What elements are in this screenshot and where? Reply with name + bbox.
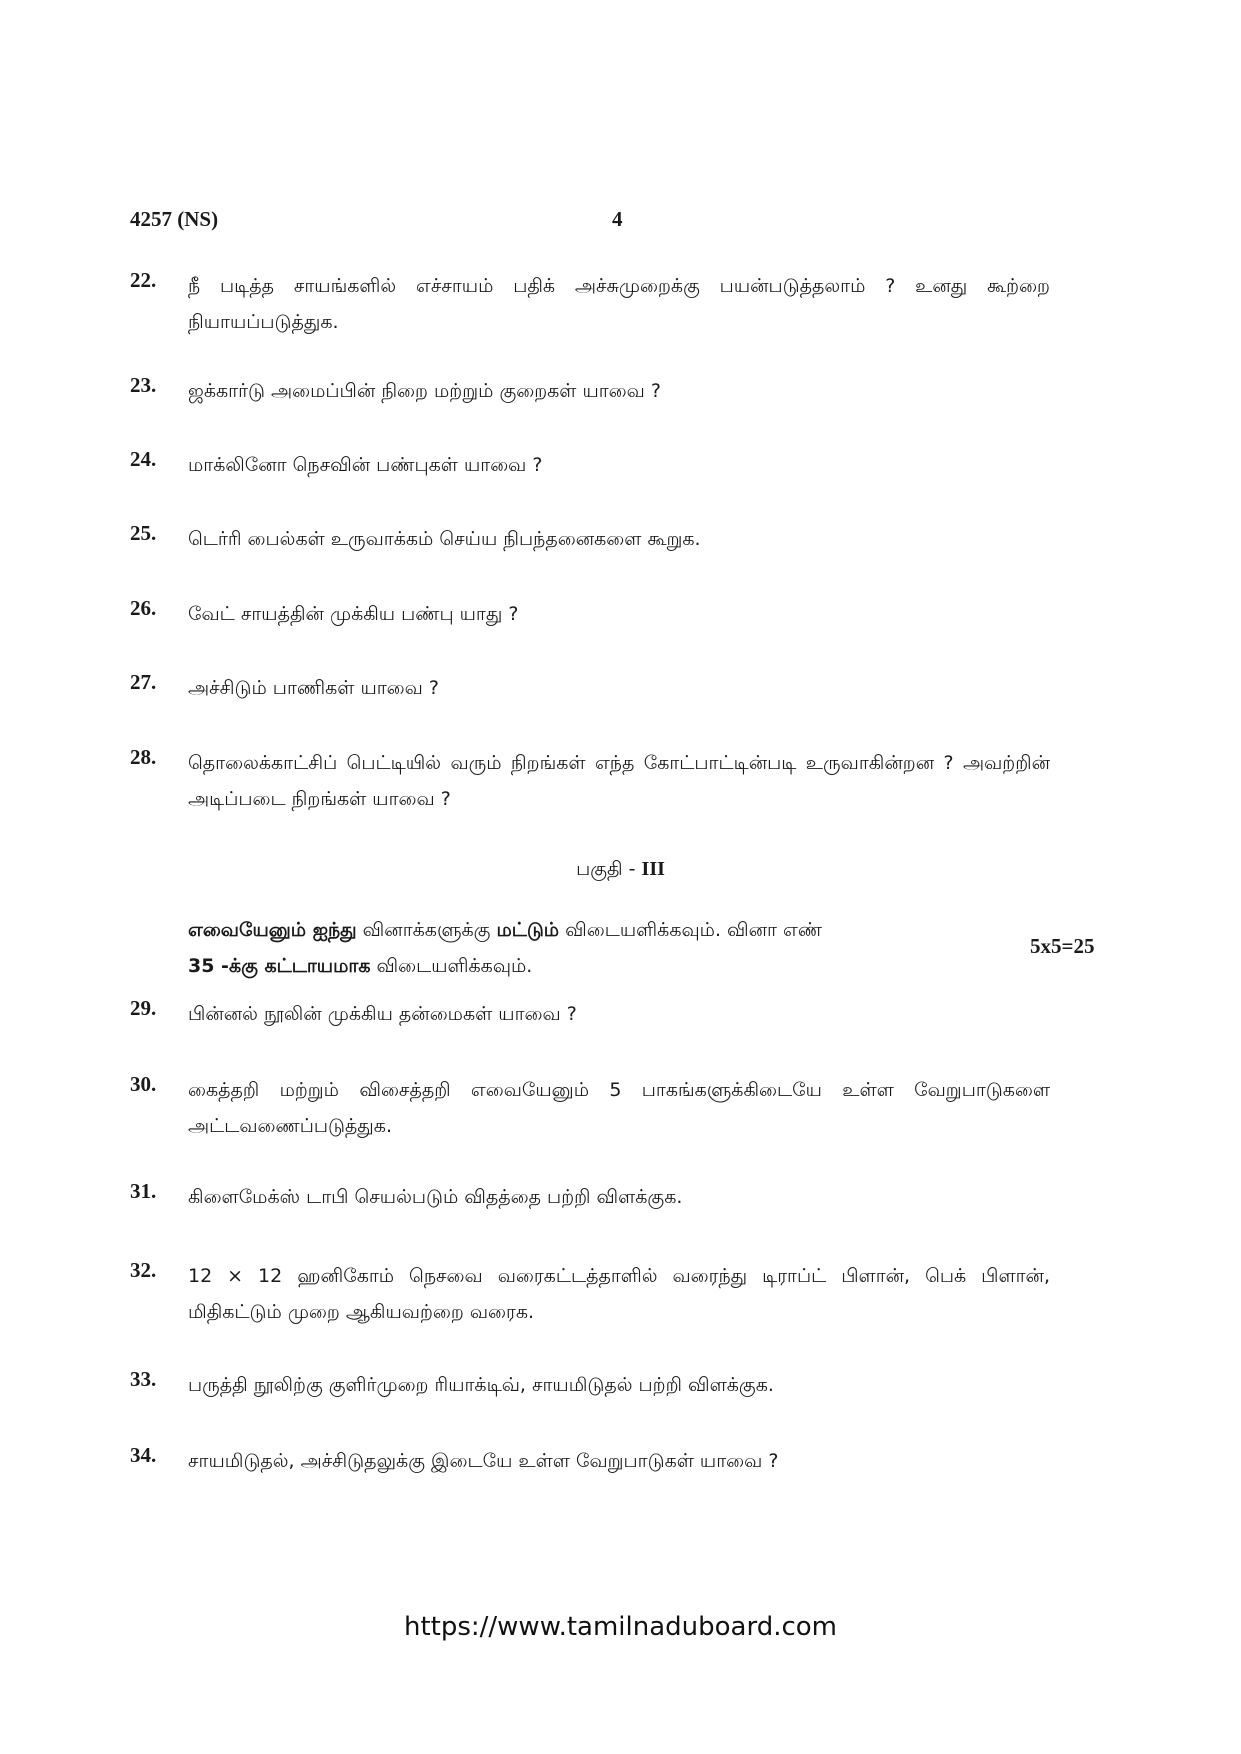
question-text: சாயமிடுதல், அச்சிடுதலுக்கு இடையே உள்ள வேறுபாடுகள் யாவை ?	[188, 1450, 779, 1472]
question-number: 22.	[130, 268, 157, 292]
instruction-text-3: விடையளிக்கவும்.	[370, 955, 533, 977]
question-number: 28.	[130, 745, 157, 769]
section-title-word: பகுதி	[576, 858, 623, 880]
question-text: டெர்ரி பைல்கள் உருவாக்கம் செய்ய நிபந்தனைகளை கூறுக.	[188, 528, 701, 550]
question-text: நீ படித்த சாயங்களில் எச்சாயம் பதிக் அச்சுமுறைக்கு பயன்படுத்தலாம் ? உனது கூற்றை நியாயப்படுத்துக.	[188, 275, 1050, 333]
instruction-text-2: விடையளிக்கவும். வினா எண்	[559, 919, 823, 941]
question-number: 24.	[130, 447, 157, 471]
question-text: ஜக்கார்டு அமைப்பின் நிறை மற்றும் குறைகள் யாவை ?	[188, 380, 661, 402]
question-number: 33.	[130, 1367, 157, 1391]
page-number: 4	[612, 207, 623, 231]
question-number: 34.	[130, 1443, 157, 1467]
question-number: 23.	[130, 373, 157, 397]
question-text: அச்சிடும் பாணிகள் யாவை ?	[188, 677, 439, 699]
question-number: 32.	[130, 1258, 157, 1282]
question-number: 25.	[130, 521, 157, 545]
section-title	[0, 858, 1241, 883]
question-number: 31.	[130, 1179, 157, 1203]
question-text: பின்னல் நூலின் முக்கிய தன்மைகள் யாவை ?	[188, 1003, 577, 1025]
marks-allocation: 5x5=25	[1030, 934, 1095, 958]
question-text: கைத்தறி மற்றும் விசைத்தறி எவையேனும் 5 பாகங்களுக்கிடையே உள்ள வேறுபாடுகளை அட்டவணைப்படுத்துக.	[188, 1079, 1050, 1137]
question-text: கிளைமேக்ஸ் டாபி செயல்படும் விதத்தை பற்றி விளக்குக.	[188, 1186, 683, 1208]
section-title-separator: -	[622, 858, 642, 880]
instruction-bold-2: மட்டும்	[496, 919, 560, 941]
section-title-roman: III	[641, 858, 665, 880]
paper-code: 4257 (NS)	[130, 207, 219, 231]
question-text: தொலைக்காட்சிப் பெட்டியில் வரும் நிறங்கள் எந்த கோட்பாட்டின்படி உருவாகின்றன ? அவற்றின் அடிப்படை நிறங்கள் யாவை ?	[188, 752, 1050, 810]
question-text: வேட் சாயத்தின் முக்கிய பண்பு யாது ?	[188, 603, 519, 625]
question-text: பருத்தி நூலிற்கு குளிர்முறை ரியாக்டிவ், சாயமிடுதல் பற்றி விளக்குக.	[188, 1374, 774, 1396]
question-text: 12 × 12 ஹனிகோம் நெசவை வரைகட்டத்தாளில் வரைந்து டிராப்ட் பிளான், பெக் பிளான், மிதிகட்டும் முறை ஆகியவற்றை வரைக.	[188, 1265, 1050, 1323]
question-number: 29.	[130, 996, 157, 1020]
question-number: 27.	[130, 670, 157, 694]
instruction-text-1: வினாக்களுக்கு	[356, 919, 497, 941]
section-instructions	[188, 912, 1050, 984]
question-number: 30.	[130, 1072, 157, 1096]
footer-website-url[interactable]: https://www.tamilnaduboard.com	[403, 1612, 838, 1642]
instruction-bold-3: 35 -க்கு கட்டாயமாக	[188, 955, 371, 977]
instruction-bold-1: எவையேனும் ஐந்து	[188, 919, 357, 941]
question-text: மாக்லினோ நெசவின் பண்புகள் யாவை ?	[188, 454, 543, 476]
question-number: 26.	[130, 596, 157, 620]
